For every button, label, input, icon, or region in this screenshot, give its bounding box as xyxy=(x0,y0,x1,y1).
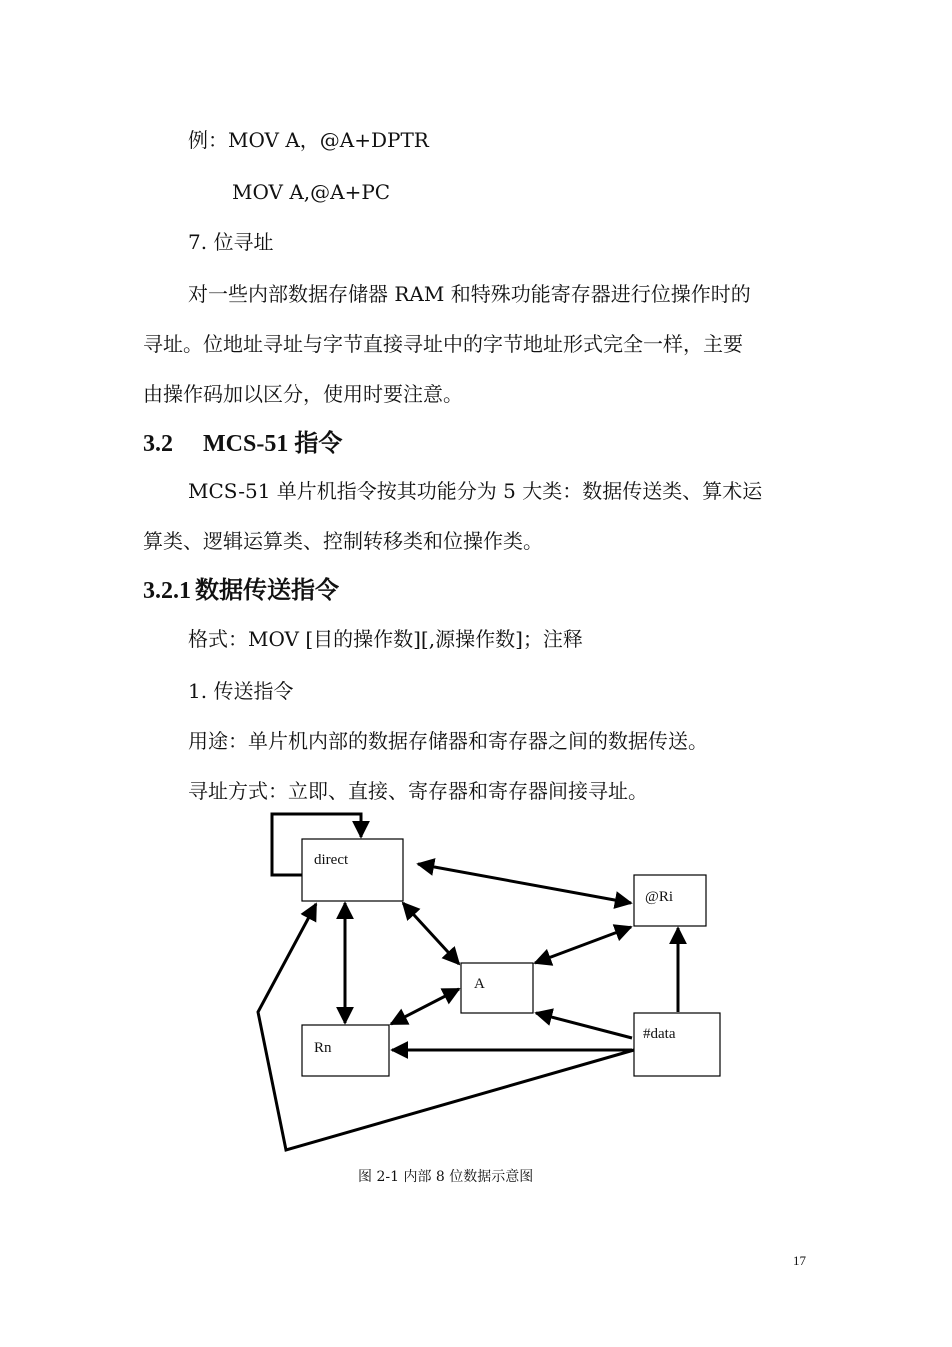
arrow-a-rn xyxy=(391,989,459,1024)
figure-caption: 图 2-1 内部 8 位数据示意图 xyxy=(358,1169,534,1185)
box-rn-label: Rn xyxy=(314,1040,332,1056)
box-direct xyxy=(302,839,403,901)
box-a xyxy=(461,963,533,1013)
addressing-line: 寻址方式：立即、直接、寄存器和寄存器间接寻址。 xyxy=(188,779,648,803)
paragraph-1-line-3: 由操作码加以区分，使用时要注意。 xyxy=(143,382,463,406)
box-direct-label: direct xyxy=(314,852,349,868)
example-line-2: MOV A,@A+PC xyxy=(232,180,391,204)
arrow-data-a xyxy=(536,1013,632,1038)
section-title-cjk: 指令 xyxy=(294,429,343,457)
list-item-7: 7. 位寻址 xyxy=(188,230,274,254)
format-line: 格式：MOV [目的操作数][,源操作数]；注释 xyxy=(188,627,583,651)
box-data xyxy=(634,1013,720,1076)
paragraph-1-line-1: 对一些内部数据存储器 RAM 和特殊功能寄存器进行位操作时的 xyxy=(188,282,751,306)
box-a-label: A xyxy=(474,976,485,992)
paragraph-1-line-2: 寻址。位地址寻址与字节直接寻址中的字节地址形式完全一样，主要 xyxy=(143,332,743,356)
paragraph-2-line-2: 算类、逻辑运算类、控制转移类和位操作类。 xyxy=(143,529,543,553)
page-number: 17 xyxy=(793,1253,806,1268)
list-item-1: 1. 传送指令 xyxy=(188,679,294,703)
box-ri-label: @Ri xyxy=(645,889,673,905)
subsection-number: 3.2.1 xyxy=(143,578,191,604)
arrow-direct-a xyxy=(403,903,459,964)
section-number: 3.2 xyxy=(143,431,173,457)
paragraph-2-line-1: MCS-51 单片机指令按其功能分为 5 大类：数据传送类、算术运 xyxy=(188,479,763,503)
arrow-direct-ri xyxy=(418,864,631,903)
arrow-ri-a xyxy=(535,927,631,963)
section-title: MCS-51 xyxy=(203,431,289,457)
subsection-title: 数据传送指令 xyxy=(195,576,339,604)
box-data-label: #data xyxy=(643,1026,676,1042)
usage-line: 用途：单片机内部的数据存储器和寄存器之间的数据传送。 xyxy=(188,729,708,753)
example-line-1: 例：MOV A，@A+DPTR xyxy=(188,128,429,152)
